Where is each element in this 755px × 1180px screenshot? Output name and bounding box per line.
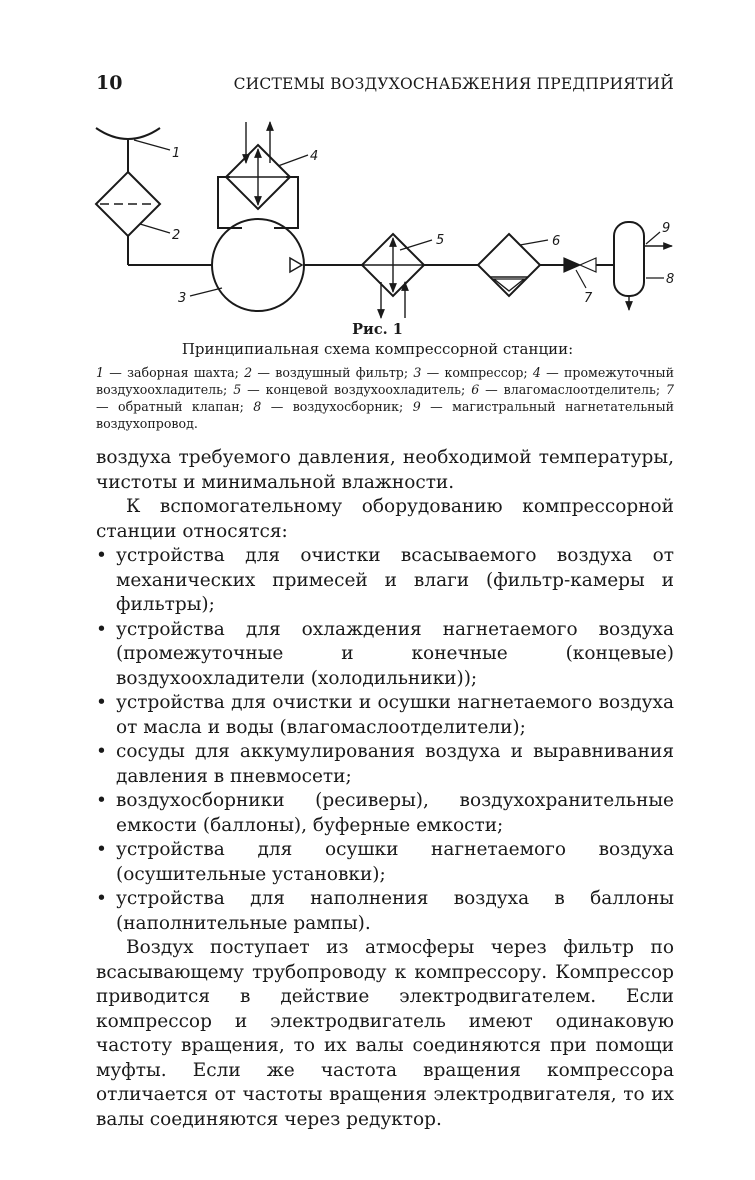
legend-text: — воздушный фильтр;: [252, 365, 414, 380]
equipment-list: [96, 544, 674, 936]
compressor-station-diagram: [0, 110, 755, 340]
air-filter: [96, 172, 160, 236]
figure-subtitle: Принципиальная схема компрессорной станции:: [181, 340, 574, 358]
legend-text: — обратный клапан;: [96, 399, 254, 414]
check-valve: [564, 258, 596, 272]
running-title: СИСТЕМЫ ВОЗДУХОСНАБЖЕНИЯ ПРЕДПРИЯТИЙ: [233, 75, 674, 93]
body-text: [96, 446, 674, 1132]
compressor: [212, 219, 304, 311]
paragraph-air-flow: Воздух поступает из атмосферы через фильтр по всасывающему трубопроводу к компрессору. Компрессор приводится в действие электродвигателем. Если компрессор и электродвигатель имеют одинаковую частоту вращения, то их валы соединяются при помощи муфты. Если же частота вращения компрессора отличается от частоты вращения электродвигателя, то их валы соединяются через редуктор.: [96, 937, 674, 1130]
page-number: 10: [96, 72, 123, 94]
legend-num: 4: [532, 365, 541, 380]
callout-7: 7: [584, 291, 593, 306]
legend-num: 5: [233, 382, 242, 397]
legend-text: — концевой воздухоохладитель;: [241, 382, 472, 397]
legend-text: — воздухосборник;: [261, 399, 413, 414]
list-item: • устройства для очистки и осушки нагнетаемого воздуха от масла и воды (влагомаслоотделители);: [96, 691, 674, 740]
legend-text: — компрессор;: [421, 365, 533, 380]
list-item: • устройства для охлаждения нагнетаемого воздуха (промежуточные и конечные (концевые) воздухоохладители (холодильники));: [96, 618, 674, 692]
intake-shaft: [96, 128, 160, 139]
callout-4: 4: [310, 149, 319, 164]
leader-3: [190, 288, 222, 296]
list-item: • устройства для осушки нагнетаемого воздуха (осушительные установки);: [96, 838, 674, 887]
legend-text: — влагомаслоотделитель;: [479, 382, 666, 397]
list-item: • устройства для наполнения воздуха в баллоны (наполнительные рампы).: [96, 887, 674, 936]
leader-7: [576, 270, 586, 288]
leader-6: [520, 240, 548, 245]
legend-num: 6: [471, 382, 480, 397]
legend-text: — магистральный нагнетательный воздухопровод.: [96, 399, 674, 431]
air-receiver: [614, 222, 644, 310]
legend-num: 3: [413, 365, 422, 380]
aftercooler: [362, 234, 424, 318]
list-item: • воздухосборники (ресиверы), воздухохранительные емкости (баллоны), буферные емкости;: [96, 789, 674, 838]
callout-5: 5: [436, 233, 445, 248]
callout-2: 2: [172, 228, 181, 243]
legend-num: 9: [412, 399, 421, 414]
list-item: • сосуды для аккумулирования воздуха и выравнивания давления в пневмосети;: [96, 740, 674, 789]
callout-8: 8: [666, 272, 675, 287]
legend-text: — заборная шахта;: [104, 365, 245, 380]
legend-num: 2: [244, 365, 253, 380]
leader-9: [646, 232, 660, 244]
figure-legend: [96, 364, 674, 432]
legend-num: 1: [96, 365, 105, 380]
legend-num: 7: [666, 382, 675, 397]
callout-6: 6: [552, 234, 561, 249]
leader-2: [140, 224, 170, 233]
list-item: • устройства для очистки всасываемого воздуха от механических примесей и влаги (фильтр-камеры и фильтры);: [96, 544, 674, 618]
legend-num: 8: [253, 399, 262, 414]
figure-title: Рис. 1: [352, 321, 403, 338]
paragraph-continuation: воздуха требуемого давления, необходимой температуры, чистоты и минимальной влажности.: [96, 447, 674, 493]
paragraph-auxiliary-equipment: К вспомогательному оборудованию компрессорной станции относятся:: [96, 496, 674, 542]
callout-9: 9: [662, 221, 671, 236]
page-header: [96, 72, 674, 96]
callout-1: 1: [172, 146, 181, 161]
leader-1: [134, 140, 170, 150]
callout-3: 3: [178, 291, 187, 306]
leader-4: [278, 155, 308, 166]
legend-text: — промежуточный воздухоохладитель;: [96, 365, 674, 397]
